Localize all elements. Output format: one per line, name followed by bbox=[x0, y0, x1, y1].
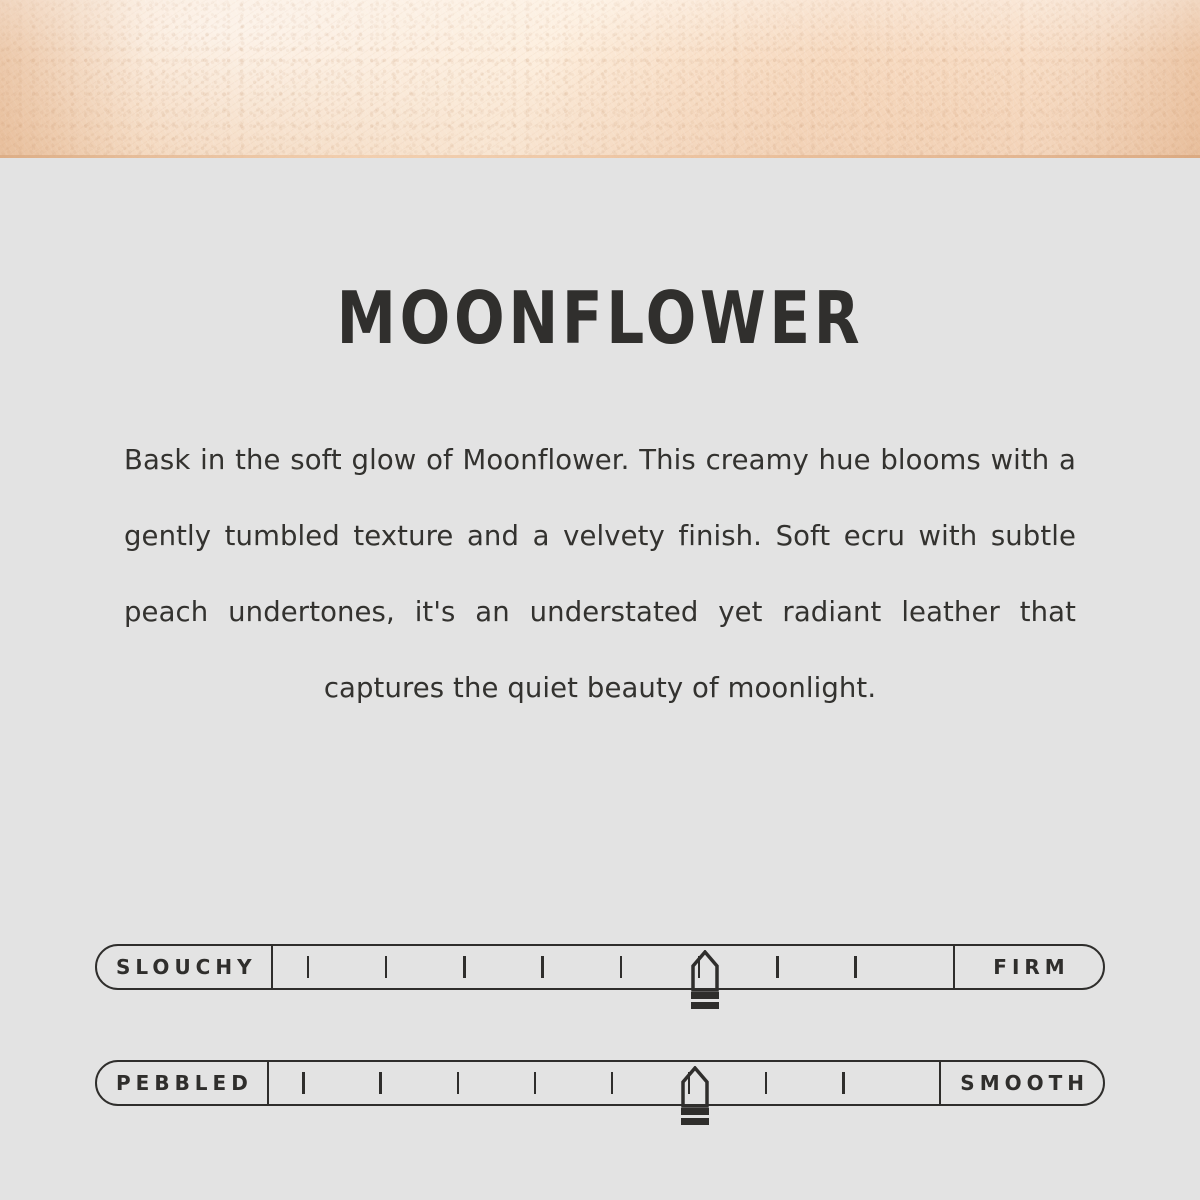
scale-tick bbox=[698, 956, 701, 978]
scale-right-label: FIRM bbox=[953, 946, 1103, 988]
scale-tick bbox=[534, 1072, 537, 1094]
scale-tick bbox=[302, 1072, 305, 1094]
scale-tick-area[interactable] bbox=[273, 946, 953, 988]
scale-left-label: SLOUCHY bbox=[97, 946, 273, 988]
page-title: MOONFLOWER bbox=[336, 276, 864, 360]
scale-tick bbox=[842, 1072, 845, 1094]
scale-tick bbox=[688, 1072, 691, 1094]
scale-tick bbox=[854, 956, 857, 978]
scale-tick bbox=[776, 956, 779, 978]
scale-structure[interactable] bbox=[95, 944, 1105, 992]
scale-tick bbox=[379, 1072, 382, 1094]
scale-marker[interactable] bbox=[683, 950, 727, 1012]
leather-swatch-image bbox=[0, 0, 1200, 158]
scale-track[interactable] bbox=[95, 1060, 1105, 1106]
product-description: Bask in the soft glow of Moonflower. This creamy hue blooms with a gently tumbled texture and a velvety finish. Soft ecru with subtle peach undertones, it's an understated yet radiant leather that captures the quiet beauty of moonlight. bbox=[124, 444, 1076, 704]
scale-tick bbox=[620, 956, 623, 978]
attribute-scales bbox=[0, 944, 1200, 1108]
scale-tick bbox=[611, 1072, 614, 1094]
scale-right-label: SMOOTH bbox=[939, 1062, 1103, 1104]
scale-tick bbox=[765, 1072, 768, 1094]
scale-left-label: PEBBLED bbox=[97, 1062, 269, 1104]
scale-tick bbox=[385, 956, 388, 978]
scale-tick bbox=[541, 956, 544, 978]
scale-track[interactable] bbox=[95, 944, 1105, 990]
swatch-shading-layer bbox=[0, 0, 1200, 158]
scale-marker[interactable] bbox=[673, 1066, 717, 1128]
scale-texture[interactable] bbox=[95, 1060, 1105, 1108]
scale-tick bbox=[457, 1072, 460, 1094]
scale-tick bbox=[463, 956, 466, 978]
scale-tick bbox=[307, 956, 310, 978]
scale-tick-area[interactable] bbox=[269, 1062, 939, 1104]
